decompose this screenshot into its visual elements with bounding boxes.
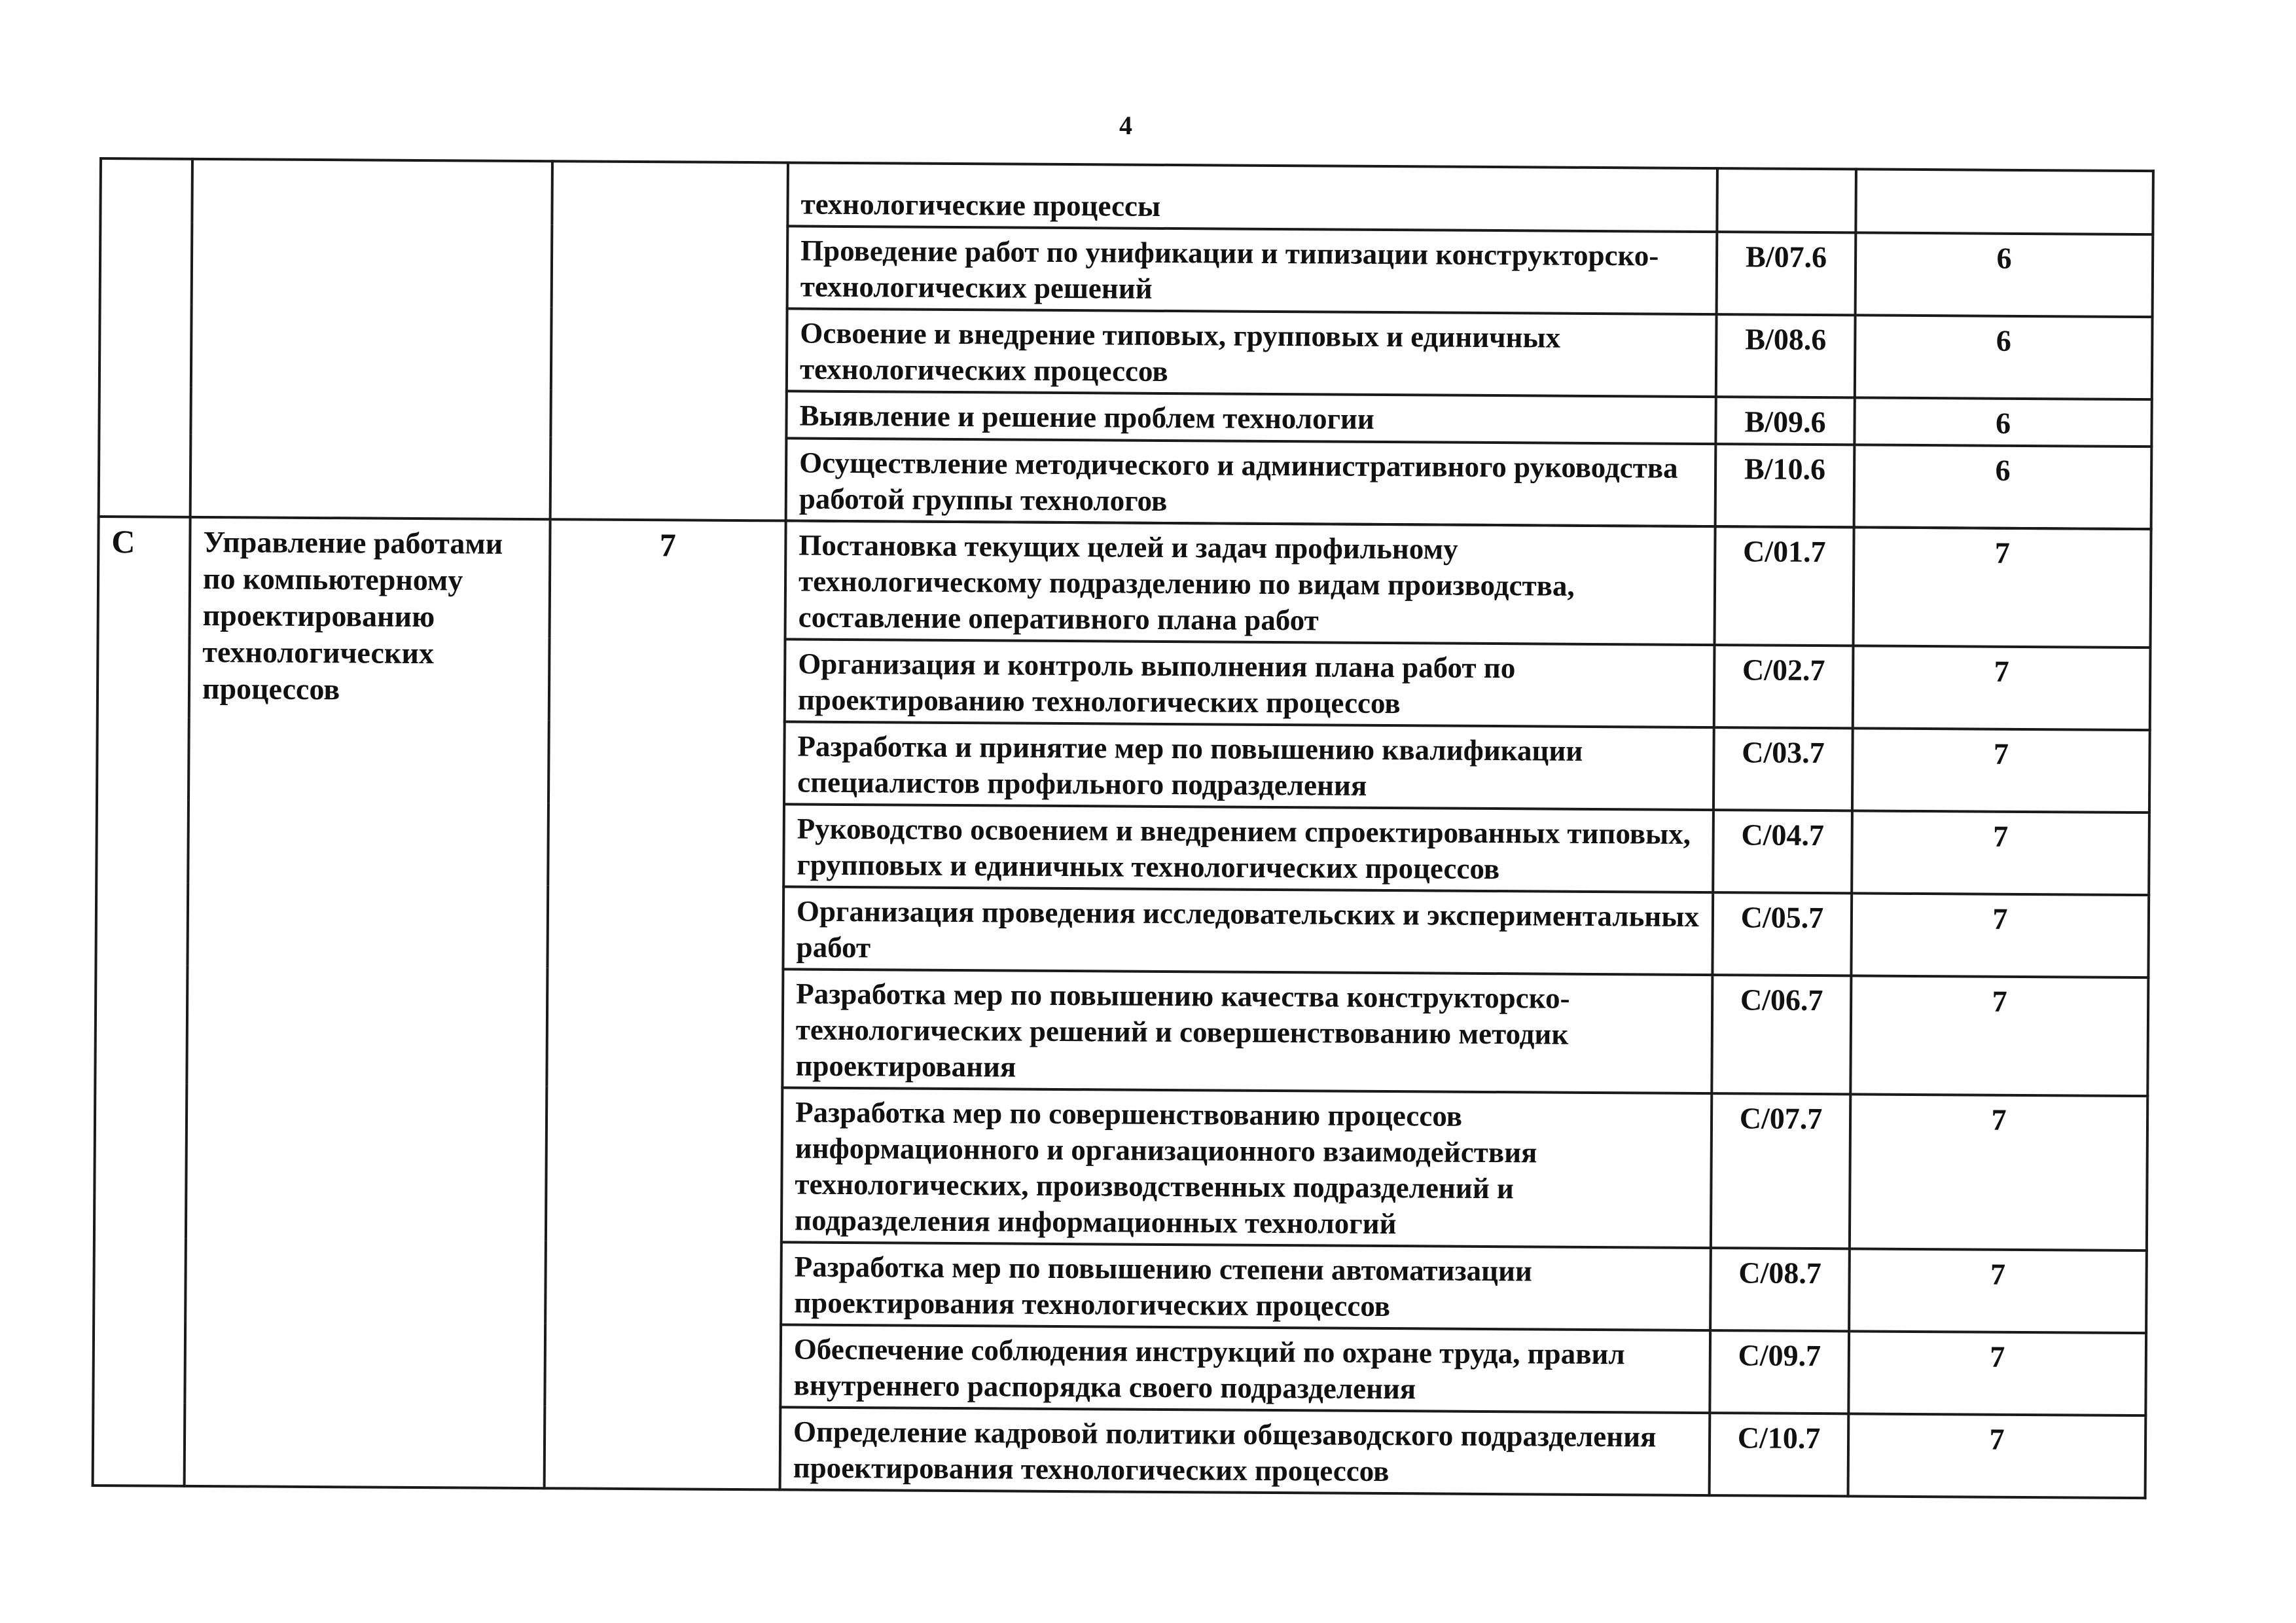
labor-functions-table <box>92 157 2155 1499</box>
function-level: 7 <box>1853 527 2151 647</box>
function-level: 6 <box>1854 445 2152 529</box>
function-level: 7 <box>1852 811 2149 895</box>
function-code: C/04.7 <box>1713 810 1852 893</box>
function-name: Разработка мер по повышению степени автоматизации проектирования технологических процессов <box>781 1242 1711 1330</box>
function-level: 7 <box>1851 893 2149 977</box>
function-level: 7 <box>1849 1249 2147 1333</box>
function-name: Освоение и внедрение типовых, групповых и единичных технологических процессов <box>787 308 1717 397</box>
function-code: C/07.7 <box>1711 1093 1850 1249</box>
prev-group-name-cell <box>190 159 552 519</box>
prev-group-code-cell <box>99 158 192 517</box>
table-row <box>98 517 2151 647</box>
function-name: Руководство освоением и внедрением спроектированных типовых, групповых и единичных технологических процессов <box>783 804 1713 892</box>
function-level: 7 <box>1848 1331 2146 1415</box>
function-code: C/08.7 <box>1710 1248 1850 1331</box>
function-name: Разработка и принятие мер по повышению квалификации специалистов профильного подразделения <box>784 721 1714 810</box>
table-row <box>100 158 2153 234</box>
function-code: B/10.6 <box>1715 444 1855 527</box>
function-level: 6 <box>1856 232 2153 317</box>
function-code: C/01.7 <box>1714 526 1854 646</box>
function-name: технологические процессы <box>787 162 1717 232</box>
function-name: Постановка текущих целей и задач профильному технологическому подразделению по видам производства, составление оперативного плана работ <box>785 520 1715 645</box>
function-level: 6 <box>1854 397 2151 447</box>
function-name: Обеспечение соблюдения инструкций по охране труда, правил внутреннего распорядка своего подразделения <box>780 1324 1710 1413</box>
function-level: 7 <box>1853 646 2151 730</box>
function-code: C/09.7 <box>1710 1330 1849 1413</box>
group-name: Управление работами по компьютерному проектированию технологических процессов <box>185 517 550 1488</box>
function-name: Проведение работ по унификации и типизации конструкторско-технологических решений <box>787 226 1717 314</box>
group-level: 7 <box>545 519 786 1489</box>
function-name: Определение кадровой политики общезаводского подразделения проектирования технологических процессов <box>780 1407 1710 1495</box>
function-code: C/03.7 <box>1713 727 1853 811</box>
group-code: C <box>93 517 190 1486</box>
function-level <box>1856 169 2153 234</box>
function-level: 7 <box>1848 1413 2146 1498</box>
function-name: Осуществление методического и административного руководства работой группы технологов <box>786 438 1716 526</box>
function-name: Выявление и решение проблем технологии <box>786 391 1715 444</box>
function-code: C/06.7 <box>1712 975 1851 1094</box>
function-name: Организация проведения исследовательских и экспериментальных работ <box>783 886 1713 975</box>
function-name: Разработка мер по совершенствованию процессов информационного и организационного взаимодействия технологических, производственных подразделений и подразделения информационных технологий <box>781 1087 1712 1248</box>
function-code: C/02.7 <box>1714 645 1854 728</box>
function-level: 7 <box>1850 1094 2147 1250</box>
function-code: B/09.6 <box>1715 397 1854 445</box>
function-level: 7 <box>1852 728 2150 812</box>
prev-group-level-cell <box>550 161 788 520</box>
function-code: B/08.6 <box>1716 314 1856 397</box>
function-code: C/05.7 <box>1712 892 1852 976</box>
function-level: 7 <box>1850 976 2148 1096</box>
function-code: C/10.7 <box>1710 1413 1849 1496</box>
function-name: Разработка мер по повышению качества конструкторско-технологических решений и совершенствованию методик проектирования <box>782 969 1712 1093</box>
function-name: Организация и контроль выполнения плана работ по проектированию технологических процессов <box>785 639 1715 727</box>
function-code <box>1717 168 1856 232</box>
function-level: 6 <box>1855 315 2153 399</box>
page-number: 4 <box>1119 111 1132 140</box>
function-code: B/07.6 <box>1717 232 1856 315</box>
